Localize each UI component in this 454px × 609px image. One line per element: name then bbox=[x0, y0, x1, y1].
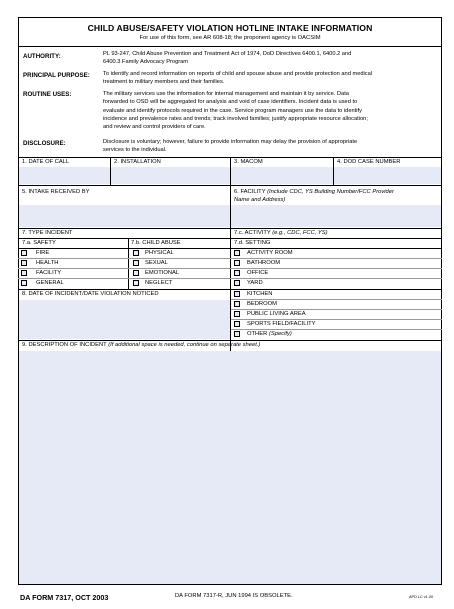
other-option-label: OTHER (Specify) bbox=[247, 331, 292, 337]
macom-label: 3. MACOM bbox=[234, 159, 263, 165]
abuse-option[interactable] bbox=[133, 280, 139, 286]
header-divider bbox=[18, 46, 442, 47]
principal-purpose-label: PRINCIPAL PURPOSE: bbox=[23, 72, 90, 79]
yard-option-label: YARD bbox=[247, 280, 263, 286]
facility-checkbox[interactable] bbox=[21, 270, 27, 276]
authority-label: AUTHORITY: bbox=[23, 53, 61, 60]
dod-case-number-field[interactable] bbox=[334, 167, 441, 184]
date-of-call-field[interactable] bbox=[19, 167, 110, 184]
intake-received-by-field[interactable] bbox=[19, 205, 230, 227]
intake-received-by-label: 5. INTAKE RECEIVED BY bbox=[22, 189, 90, 195]
setting-row-line bbox=[231, 319, 442, 320]
fire-checkbox[interactable] bbox=[21, 250, 27, 256]
emotional-option-label: EMOTIONAL bbox=[145, 270, 180, 276]
setting-option[interactable] bbox=[234, 291, 240, 297]
row1-divider-c bbox=[333, 157, 334, 185]
physical-checkbox[interactable] bbox=[133, 250, 139, 256]
kitchen-option-label: KITCHEN bbox=[247, 291, 273, 297]
setting-option[interactable] bbox=[234, 301, 240, 307]
form-title: CHILD ABUSE/SAFETY VIOLATION HOTLINE INTAKE INFORMATION bbox=[87, 23, 373, 33]
date-of-call-label: 1. DATE OF CALL bbox=[22, 159, 70, 165]
activity-label: 7.c. ACTIVITY (e.g., CDC, FCC, YS) bbox=[234, 230, 328, 236]
authority-text: PL 93-247, Child Abuse Prevention and Treatment Act of 1974, DoD Directives 6400.1, 6400.2 and 6400.3 Family Advocacy Program bbox=[103, 51, 352, 66]
fire-option-label: FIRE bbox=[36, 250, 50, 256]
facility-field[interactable] bbox=[231, 205, 441, 227]
yard-checkbox[interactable] bbox=[234, 280, 240, 286]
installation-field[interactable] bbox=[111, 167, 230, 184]
setting-option[interactable] bbox=[234, 311, 240, 317]
setting-option[interactable] bbox=[234, 321, 240, 327]
setting-row-line bbox=[231, 309, 442, 310]
health-checkbox[interactable] bbox=[21, 260, 27, 266]
routine-uses-text: The military services use the information for internal management and maintain it by service. Data forwarded to OSD will be aggregated for analysis and void of case identifiers. Incident data is used to evaluate and identify protocols required in the case. Service program managers use the data to identify incidence and prevalence rates and trends; track involved families; justify appropriate resource allocation; and review and control providers of care. bbox=[103, 91, 368, 131]
setting-row-line bbox=[231, 299, 442, 300]
macom-field[interactable] bbox=[231, 167, 333, 184]
neglect-checkbox[interactable] bbox=[133, 280, 139, 286]
sports-field-option-label: SPORTS FIELD/FACILITY bbox=[247, 321, 316, 327]
setting-row-line bbox=[231, 329, 442, 330]
facility-hint-label: Name and Address) bbox=[234, 197, 286, 203]
option-row-line bbox=[18, 258, 442, 259]
date-of-incident-label: 8. DATE OF INCIDENT/DATE VIOLATION NOTICED bbox=[22, 291, 159, 297]
row1-divider-a bbox=[110, 157, 111, 185]
sexual-option-label: SEXUAL bbox=[145, 260, 168, 266]
setting-option[interactable] bbox=[234, 250, 240, 256]
bedroom-checkbox[interactable] bbox=[234, 301, 240, 307]
public-living-area-checkbox[interactable] bbox=[234, 311, 240, 317]
abuse-option[interactable] bbox=[133, 270, 139, 276]
health-option-label: HEALTH bbox=[36, 260, 59, 266]
general-option-label: GENERAL bbox=[36, 280, 64, 286]
description-field[interactable] bbox=[19, 351, 441, 584]
bedroom-option-label: BEDROOM bbox=[247, 301, 277, 307]
setting-label: 7.d. SETTING bbox=[234, 240, 271, 246]
sports-field-checkbox[interactable] bbox=[234, 321, 240, 327]
row1-divider-b bbox=[230, 157, 231, 185]
office-checkbox[interactable] bbox=[234, 270, 240, 276]
safety-label: 7.a. SAFETY bbox=[22, 240, 56, 246]
abuse-option[interactable] bbox=[133, 260, 139, 266]
setting-option[interactable] bbox=[234, 331, 240, 337]
dod-case-number-label: 4. DOD CASE NUMBER bbox=[337, 159, 401, 165]
disclosure-label: DISCLOSURE: bbox=[23, 140, 66, 147]
principal-purpose-text: To identify and record information on reports of child and spouse abuse and provide protection and medical treatment to military members and their families. bbox=[103, 71, 373, 86]
setting-option[interactable] bbox=[234, 270, 240, 276]
public-living-area-option-label: PUBLIC LIVING AREA bbox=[247, 311, 306, 317]
option-row-line bbox=[18, 268, 442, 269]
options-top-line bbox=[18, 248, 442, 249]
activity-room-option-label: ACTIVITY ROOM bbox=[247, 250, 293, 256]
activity-room-checkbox[interactable] bbox=[234, 250, 240, 256]
date-of-incident-field[interactable] bbox=[19, 300, 230, 339]
routine-uses-label: ROUTINE USES: bbox=[23, 91, 72, 98]
row2-divider bbox=[230, 185, 231, 228]
office-option-label: OFFICE bbox=[247, 270, 269, 276]
safety-option[interactable] bbox=[21, 260, 27, 266]
facility-label: 6. FACILITY (Include CDC, YS Building Number/FCC Provider bbox=[234, 189, 394, 195]
kitchen-checkbox[interactable] bbox=[234, 291, 240, 297]
row3-bottom-line bbox=[18, 238, 442, 239]
setting-option[interactable] bbox=[234, 280, 240, 286]
form-number: DA FORM 7317, OCT 2003 bbox=[20, 593, 109, 602]
disclosure-text: Disclosure is voluntary; however, failure to provide information may delay the provision of appropriate services to the individual. bbox=[103, 139, 358, 154]
safety-abuse-divider bbox=[128, 238, 129, 290]
sexual-checkbox[interactable] bbox=[133, 260, 139, 266]
setting-option[interactable] bbox=[234, 260, 240, 266]
emotional-checkbox[interactable] bbox=[133, 270, 139, 276]
child-abuse-label: 7.b. CHILD ABUSE bbox=[131, 240, 181, 246]
bathroom-option-label: BATHROOM bbox=[247, 260, 281, 266]
form-subtitle: For use of this form, see AR 608-18; the proponent agency is OACSIM bbox=[139, 35, 321, 41]
option-row-line bbox=[18, 278, 442, 279]
version-label: APD LC v1.00 bbox=[409, 595, 434, 599]
safety-option[interactable] bbox=[21, 250, 27, 256]
installation-label: 2. INSTALLATION bbox=[114, 159, 161, 165]
safety-option[interactable] bbox=[21, 270, 27, 276]
general-checkbox[interactable] bbox=[21, 280, 27, 286]
type-incident-label: 7. TYPE INCIDENT bbox=[22, 230, 73, 236]
obsolete-notice: DA FORM 7317-R, JUN 1994 IS OBSOLETE. bbox=[175, 593, 293, 599]
description-top-line bbox=[18, 340, 442, 341]
physical-option-label: PHYSICAL bbox=[145, 250, 174, 256]
description-label: 9. DESCRIPTION OF INCIDENT (If additional space is needed, continue on separate sheet.) bbox=[22, 342, 261, 348]
facility-option-label: FACILITY bbox=[36, 270, 62, 276]
abuse-option[interactable] bbox=[133, 250, 139, 256]
option-section-bottom bbox=[18, 289, 442, 290]
other-checkbox[interactable] bbox=[234, 331, 240, 337]
neglect-option-label: NEGLECT bbox=[145, 280, 173, 286]
bathroom-checkbox[interactable] bbox=[234, 260, 240, 266]
safety-option[interactable] bbox=[21, 280, 27, 286]
